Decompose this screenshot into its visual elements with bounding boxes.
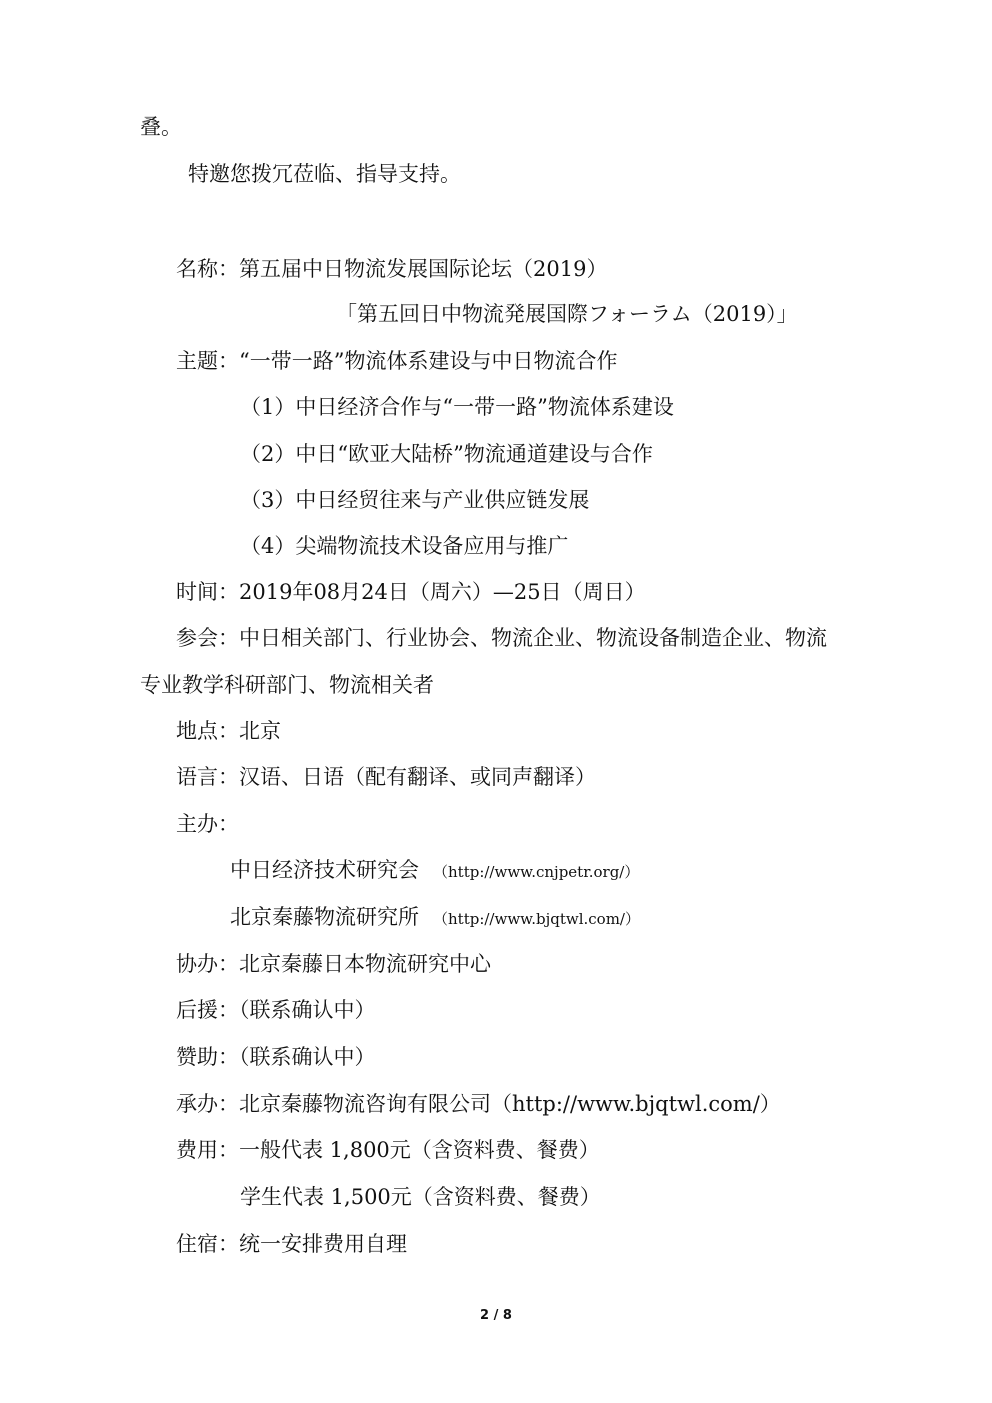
coop-line <box>176 950 491 978</box>
language-label: 语言： <box>176 765 239 789</box>
host-org-url: （http://www.cnjpetr.org/） <box>433 863 640 881</box>
organizer-value: 北京秦藤物流咨询有限公司（http://www.bjqtwl.com/） <box>239 1092 781 1116</box>
host-org-url: （http://www.bjqtwl.com/） <box>433 910 640 928</box>
time-line <box>176 578 646 606</box>
place-label: 地点： <box>176 719 239 743</box>
host-org-name: 北京秦藤物流研究所 <box>230 905 419 929</box>
place-line <box>176 717 281 745</box>
support-line <box>176 996 376 1024</box>
fee-label: 费用： <box>176 1138 239 1162</box>
theme-item: （1）中日经济合作与“一带一路”物流体系建设 <box>240 395 674 419</box>
host-org <box>230 856 639 886</box>
theme-line <box>176 347 617 375</box>
organizer-line <box>176 1090 781 1118</box>
name-cn: 第五届中日物流发展国际论坛（2019） <box>239 257 608 281</box>
language-line <box>176 763 596 791</box>
intro-continuation: 叠。 <box>140 115 182 139</box>
time-value: 2019年08月24日（周六）—25日（周日） <box>239 580 646 604</box>
fee-general: 一般代表 1,800元（含资料费、餐费） <box>239 1138 600 1162</box>
language-value: 汉语、日语（配有翻译、或同声翻译） <box>239 765 596 789</box>
lodging-label: 住宿： <box>176 1232 239 1256</box>
theme-item: （2）中日“欧亚大陆桥”物流通道建设与合作 <box>240 442 653 466</box>
attend-line <box>176 624 827 652</box>
organizer-label: 承办： <box>176 1092 239 1116</box>
lodging-line <box>176 1230 407 1258</box>
support-value: （联系确认中） <box>239 998 376 1022</box>
place-value: 北京 <box>239 719 281 743</box>
host-label: 主办： <box>176 812 239 836</box>
theme-label: 主题： <box>176 349 239 373</box>
page-number: 2 / 8 <box>480 1308 512 1323</box>
fee-student: 学生代表 1,500元（含资料费、餐费） <box>240 1185 601 1209</box>
name-line <box>176 255 607 283</box>
coop-label: 协办： <box>176 952 239 976</box>
time-label: 时间： <box>176 580 239 604</box>
name-label: 名称： <box>176 257 239 281</box>
support-label: 后援： <box>176 998 239 1022</box>
theme-title: “一带一路”物流体系建设与中日物流合作 <box>239 349 618 373</box>
name-jp: 「第五回日中物流発展国際フォーラム（2019）」 <box>336 302 798 326</box>
attend-line2: 专业教学科研部门、物流相关者 <box>140 673 434 697</box>
lodging-value: 统一安排费用自理 <box>239 1232 407 1256</box>
sponsor-value: （联系确认中） <box>239 1045 376 1069</box>
theme-item: （4）尖端物流技术设备应用与推广 <box>240 534 569 558</box>
invitation-text: 特邀您拨冗莅临、指导支持。 <box>188 162 461 186</box>
coop-value: 北京秦藤日本物流研究中心 <box>239 952 491 976</box>
fee-line <box>176 1136 600 1164</box>
attend-label: 参会： <box>176 626 239 650</box>
sponsor-line <box>176 1043 376 1071</box>
theme-item: （3）中日经贸往来与产业供应链发展 <box>240 488 590 512</box>
host-org-name: 中日经济技术研究会 <box>230 858 419 882</box>
attend-line1: 中日相关部门、行业协会、物流企业、物流设备制造企业、物流 <box>239 626 827 650</box>
host-org <box>230 903 640 933</box>
sponsor-label: 赞助： <box>176 1045 239 1069</box>
